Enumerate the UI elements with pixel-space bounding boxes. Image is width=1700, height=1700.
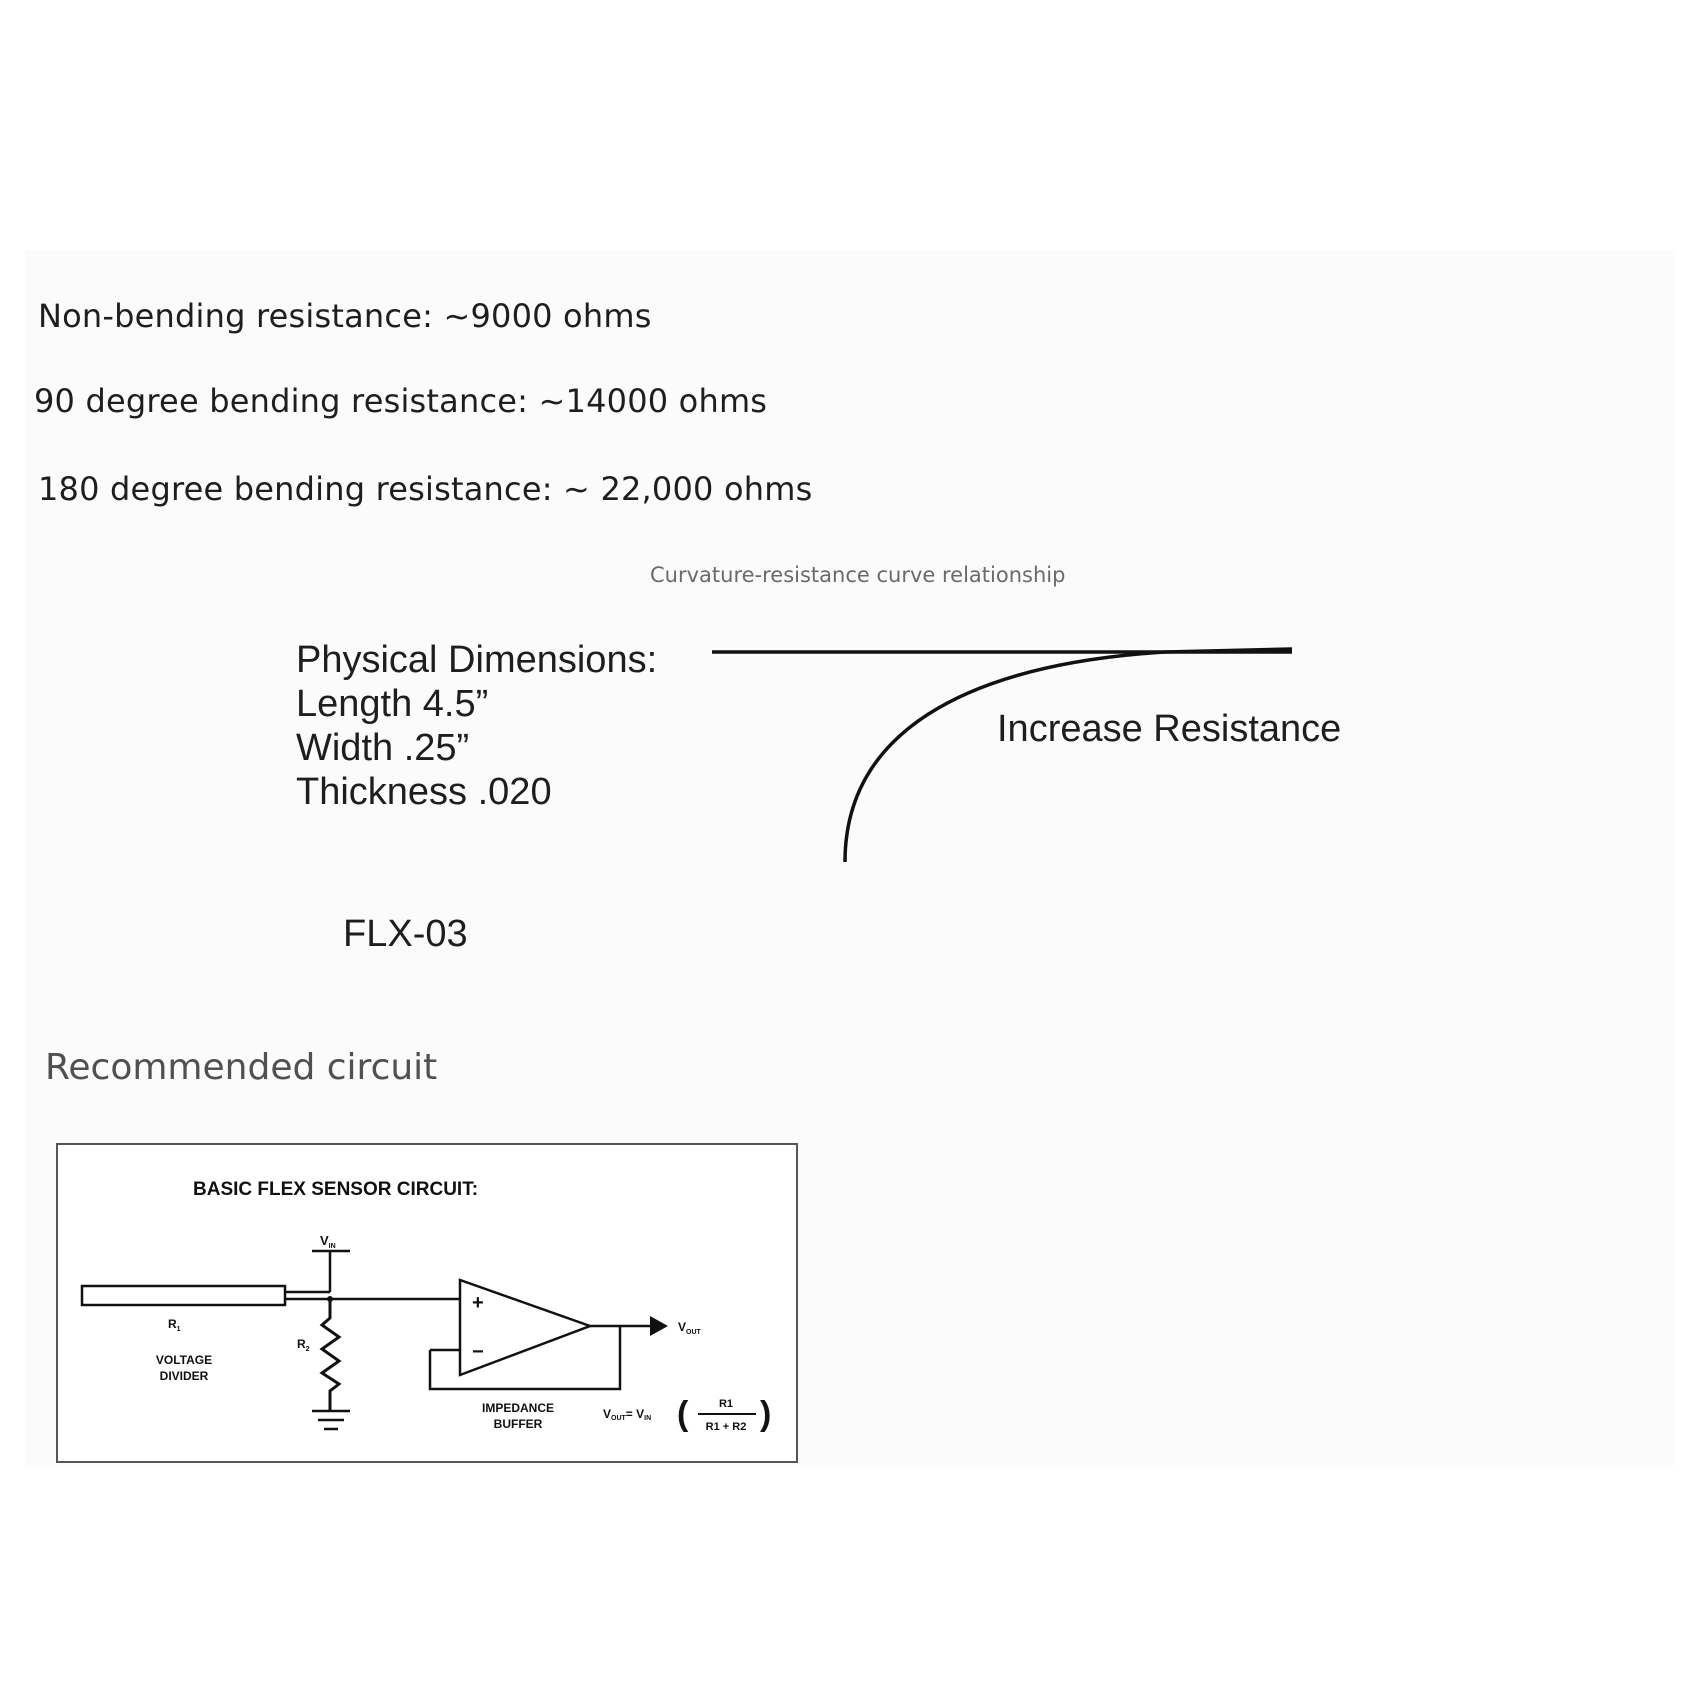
increase-resistance-label: Increase Resistance xyxy=(997,708,1342,750)
dimension-thickness: Thickness .020 xyxy=(296,771,552,813)
r1-label: $R_1$ xyxy=(168,1317,181,1333)
bend-180-resistance: 180 degree bending resistance: ~ 22,000 ohms xyxy=(38,470,813,508)
bend-90-resistance: 90 degree bending resistance: ~14000 ohms xyxy=(34,382,768,420)
dimension-width: Width .25” xyxy=(296,727,470,769)
circuit-heading: BASIC FLEX SENSOR CIRCUIT: xyxy=(193,1179,479,1200)
formula-denominator: R1 + R2 xyxy=(705,1421,747,1433)
formula-numerator: R1 xyxy=(718,1398,734,1410)
buffer-label-1: IMPEDANCE xyxy=(481,1401,555,1415)
divider-label-1: VOLTAGE xyxy=(155,1353,213,1367)
non-bending-resistance: Non-bending resistance: ~9000 ohms xyxy=(38,297,652,335)
op-amp-plus: + xyxy=(472,1292,484,1314)
curve-caption: Curvature-resistance curve relationship xyxy=(650,563,1066,587)
r2-label: $R_2$ xyxy=(297,1337,310,1353)
formula-close-paren: ) xyxy=(760,1395,772,1433)
formula-open-paren: ( xyxy=(677,1395,689,1433)
recommended-circuit-title: Recommended circuit xyxy=(45,1047,438,1088)
dimension-length: Length 4.5” xyxy=(296,683,489,725)
divider-label-2: DIVIDER xyxy=(159,1369,209,1383)
buffer-label-2: BUFFER xyxy=(493,1417,543,1431)
dimensions-heading: Physical Dimensions: xyxy=(296,639,658,681)
flex-sensor-r1 xyxy=(82,1286,285,1305)
vout-label: $V_{OUT}$ xyxy=(678,1320,701,1336)
formula-lhs: VOUT= VIN xyxy=(603,1407,652,1422)
op-amp-minus: − xyxy=(472,1341,484,1363)
model-number: FLX-03 xyxy=(343,913,468,955)
vin-label: $V_{IN}$ xyxy=(320,1233,336,1250)
